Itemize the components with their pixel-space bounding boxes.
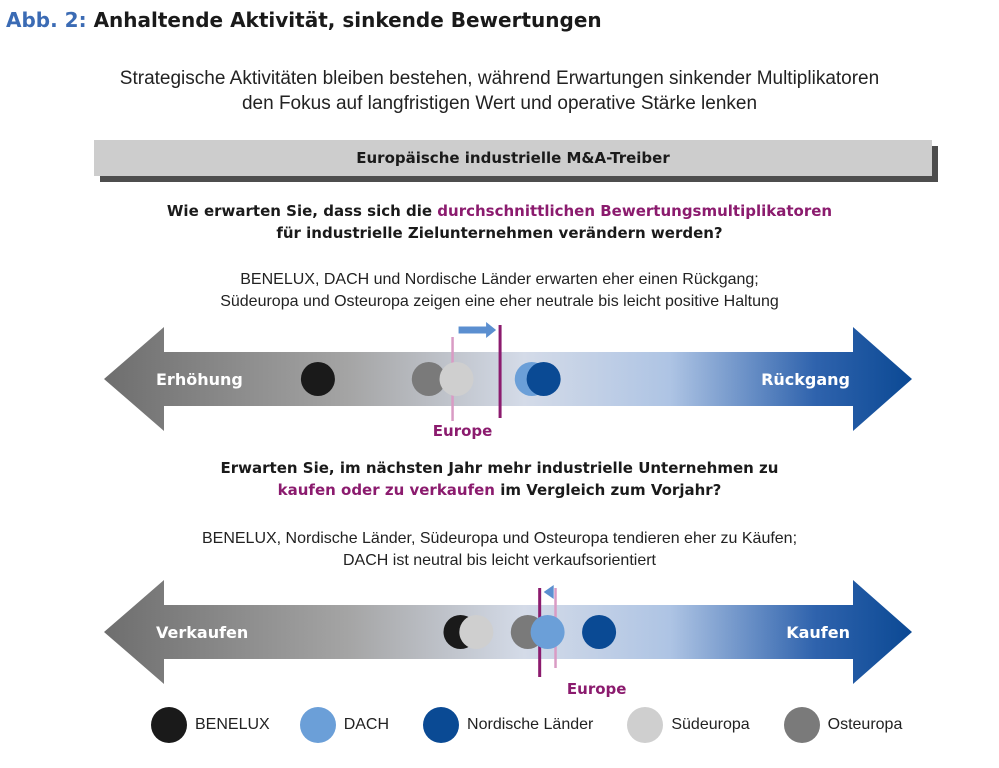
legend-label: BENELUX xyxy=(195,716,270,733)
subtitle-line-2: den Fokus auf langfristigen Wert und operative Stärke lenken xyxy=(241,93,758,114)
scale-1-europe-label: Europe xyxy=(432,422,493,440)
legend-dot-icon xyxy=(784,707,820,743)
scale-2-shift-arrow-icon xyxy=(544,585,554,599)
legend-item-dach xyxy=(300,707,389,743)
legend-label: Osteuropa xyxy=(827,716,903,733)
section-banner: Europäische industrielle M&A-Treiber xyxy=(94,140,932,176)
legend-item-benelux xyxy=(151,707,270,743)
scale-2-right-label: Kaufen xyxy=(786,623,850,642)
shift-arrow-head xyxy=(486,322,496,338)
scale-1-right-label: Rückgang xyxy=(761,370,850,389)
figure-title-text: Anhaltende Aktivität, sinkende Bewertungen xyxy=(93,8,602,32)
scale-1-left-label: Erhöhung xyxy=(156,370,243,389)
question-1-text-b: für industrielle Zielunternehmen verändern werden? xyxy=(276,224,723,242)
question-2-highlight: kaufen oder zu verkaufen xyxy=(277,481,495,499)
shift-arrow-head xyxy=(544,585,554,599)
scale-1 xyxy=(104,322,912,440)
scale-2-left-label: Verkaufen xyxy=(156,623,249,642)
point-benelux xyxy=(301,362,335,396)
legend-label: DACH xyxy=(343,716,390,733)
point-nordische-laender xyxy=(527,362,561,396)
legend-dot-icon xyxy=(627,707,663,743)
subtitle-line-1: Strategische Aktivitäten bleiben bestehen, während Erwartungen sinkender Multiplikatoren xyxy=(119,68,880,89)
figure-number: Abb. 2: xyxy=(6,8,87,32)
legend-label: Nordische Länder xyxy=(467,716,594,733)
scale-1-shift-arrow-icon xyxy=(459,322,497,338)
legend-item-osteuropa xyxy=(784,707,903,743)
legend-row xyxy=(151,707,902,743)
scale-2-europe-label: Europe xyxy=(566,680,627,698)
question-2-text-b: im Vergleich zum Vorjahr? xyxy=(495,481,722,499)
question-1-text-a: Wie erwarten Sie, dass sich die xyxy=(166,202,438,220)
legend-dot-icon xyxy=(423,707,459,743)
note-1-line-2: Südeuropa und Osteuropa zeigen eine eher neutrale bis leicht positive Haltung xyxy=(220,293,779,310)
question-2-text-a: Erwarten Sie, im nächsten Jahr mehr industrielle Unternehmen zu xyxy=(220,459,779,477)
point-suedeuropa xyxy=(440,362,474,396)
note-2-line-2: DACH ist neutral bis leicht verkaufsorientiert xyxy=(342,552,656,569)
note-2-line-1: BENELUX, Nordische Länder, Südeuropa und Osteuropa tendieren eher zu Käufen; xyxy=(201,530,798,547)
legend-dot-icon xyxy=(151,707,187,743)
point-dach xyxy=(531,615,565,649)
legend-item-nordische-laender xyxy=(423,707,593,743)
legend-dot-icon xyxy=(300,707,336,743)
scale-2 xyxy=(104,580,912,698)
legend xyxy=(151,707,902,743)
note-1-line-1: BENELUX, DACH und Nordische Länder erwarten eher einen Rückgang; xyxy=(240,271,759,288)
scale-2-points xyxy=(443,615,616,649)
point-suedeuropa xyxy=(459,615,493,649)
legend-item-suedeuropa xyxy=(627,707,749,743)
question-1-highlight: durchschnittlichen Bewertungsmultiplikatoren xyxy=(437,202,833,220)
point-nordische-laender xyxy=(582,615,616,649)
legend-label: Südeuropa xyxy=(671,716,750,733)
